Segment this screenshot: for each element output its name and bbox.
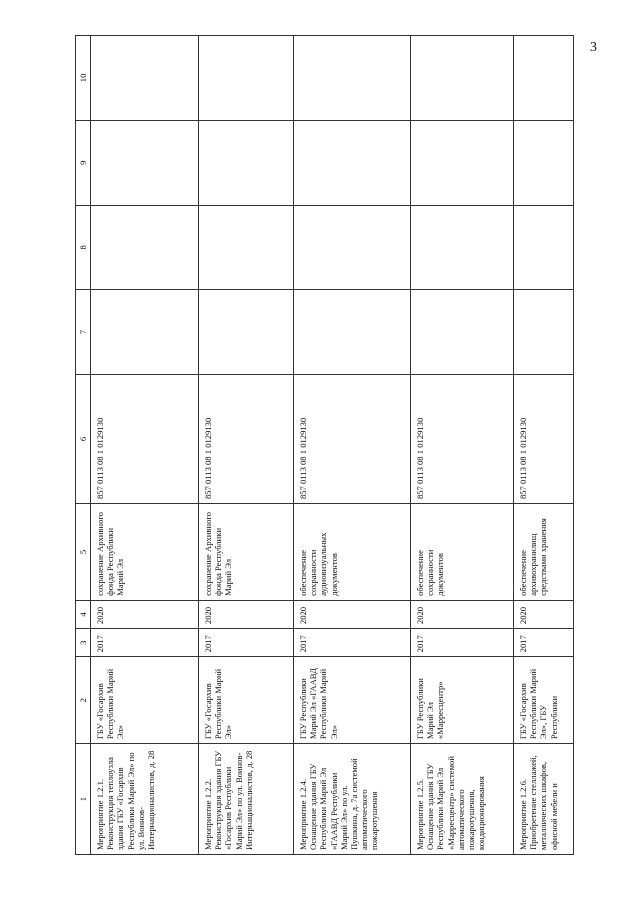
measure-cell: Мероприятие 1.2.6. Приобретение стеллажей, металлических шкафов, офисной мебели и (514, 744, 574, 855)
value-cell (91, 290, 199, 375)
start-year-cell: 2017 (199, 629, 294, 657)
column-header: 10 (76, 36, 91, 121)
value-cell (294, 290, 411, 375)
executor-cell: ГБУ «Госархив Республики Марий Эл» (91, 657, 199, 744)
table-row (411, 36, 514, 855)
value-cell (294, 120, 411, 205)
column-number-row (76, 36, 91, 855)
measure-cell: Мероприятие 1.2.1. Реконструкция теплоузла здания ГБУ «Госархив Республики Марий Эл» по ул. Воинов-Интернационалистов, д. 28 (91, 744, 199, 855)
table-row (199, 36, 294, 855)
value-cell (411, 205, 514, 290)
end-year-cell: 2020 (199, 600, 294, 628)
column-header: 8 (76, 205, 91, 290)
page-number: 3 (590, 40, 597, 55)
budget-code-cell: 857 0113 08 1 0129130 (199, 374, 294, 503)
end-year-cell: 2020 (411, 600, 514, 628)
executor-cell: ГБУ «Госархив Республики Марий Эл» (199, 657, 294, 744)
column-header: 4 (76, 600, 91, 628)
table-row (514, 36, 574, 855)
start-year-cell: 2017 (411, 629, 514, 657)
start-year-cell: 2017 (514, 629, 574, 657)
value-cell (411, 36, 514, 121)
value-cell (199, 120, 294, 205)
value-cell (91, 120, 199, 205)
measure-cell: Мероприятие 1.2.5. Оснащение здания ГБУ Республики Марий Эл «Марресцентр» системой автоматического пожаротушения, кондиционирования (411, 744, 514, 855)
table-row (294, 36, 411, 855)
column-header: 6 (76, 374, 91, 503)
start-year-cell: 2017 (294, 629, 411, 657)
column-header: 7 (76, 290, 91, 375)
start-year-cell: 2017 (91, 629, 199, 657)
executor-cell: ГБУ «Госархив Республики Марий Эл», ГБУ Республики (514, 657, 574, 744)
value-cell (199, 290, 294, 375)
end-year-cell: 2020 (91, 600, 199, 628)
result-cell: обеспечение архивохранилищ средствами хранения (514, 504, 574, 601)
budget-code-cell: 857 0113 08 1 0129130 (411, 374, 514, 503)
value-cell (199, 36, 294, 121)
result-cell: обеспечение сохранности документов (411, 504, 514, 601)
column-header: 2 (76, 657, 91, 744)
table-row (91, 36, 199, 855)
value-cell (514, 36, 574, 121)
value-cell (294, 36, 411, 121)
executor-cell: ГБУ Республики Марий Эл «ГААВД Республики Марий Эл» (294, 657, 411, 744)
value-cell (91, 205, 199, 290)
budget-code-cell: 857 0113 08 1 0129130 (514, 374, 574, 503)
measure-cell: Мероприятие 1.2.2. Реконструкция здания ГБУ «Госархив Республики Марий Эл» по ул. Воинов-Интернационалистов, д. 28 (199, 744, 294, 855)
value-cell (411, 120, 514, 205)
value-cell (514, 120, 574, 205)
value-cell (199, 205, 294, 290)
value-cell (411, 290, 514, 375)
column-header: 5 (76, 504, 91, 601)
program-measures-table (75, 35, 574, 855)
column-header: 9 (76, 120, 91, 205)
value-cell (294, 205, 411, 290)
budget-code-cell: 857 0113 08 1 0129130 (91, 374, 199, 503)
end-year-cell: 2020 (514, 600, 574, 628)
column-header: 1 (76, 744, 91, 855)
budget-code-cell: 857 0113 08 1 0129130 (294, 374, 411, 503)
value-cell (514, 205, 574, 290)
measure-cell: Мероприятие 1.2.4. Оснащение здания ГБУ Республики Марий Эл «ГААВД Республики Марий Эл» по ул. Пушкина, д. 7а системой автоматического пожаротушения (294, 744, 411, 855)
result-cell: сохранение Архивного фонда Республики Марий Эл (199, 504, 294, 601)
result-cell: обеспечение сохранности аудиовизуальных документов (294, 504, 411, 601)
column-header: 3 (76, 629, 91, 657)
end-year-cell: 2020 (294, 600, 411, 628)
result-cell: сохранение Архивного фонда Республики Марий Эл (91, 504, 199, 601)
value-cell (91, 36, 199, 121)
executor-cell: ГБУ Республики Марий Эл «Марресцентр» (411, 657, 514, 744)
value-cell (514, 290, 574, 375)
